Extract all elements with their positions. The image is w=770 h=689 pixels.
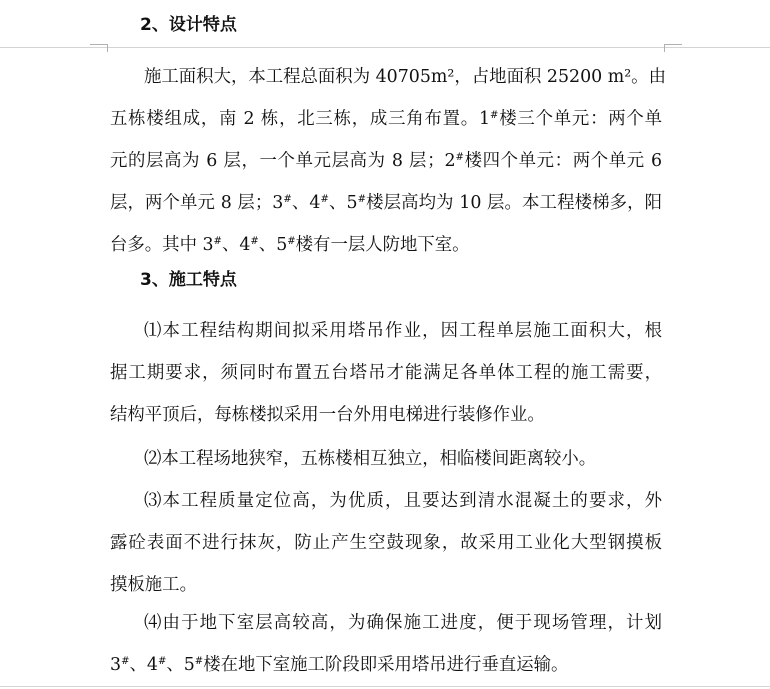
page-footer-rule [0, 686, 770, 687]
section-2-paragraph [110, 56, 666, 266]
section-3-item-4 [110, 602, 662, 686]
paragraph-line: 据工期要求，须同时布置五台塔吊才能满足各单体工程的施工需要， [110, 363, 662, 383]
page-header-rule [0, 47, 770, 48]
paragraph-line: 露砼表面不进行抹灰，防止产生空鼓现象，故采用工业化大型钢摸板 [110, 533, 662, 553]
paragraph-line: ⑷由于地下室层高较高，为确保施工进度，便于现场管理，计划 [144, 613, 662, 633]
right-margin-mark [664, 44, 682, 52]
paragraph-line: ⑶本工程质量定位高，为优质，且要达到清水混凝土的要求，外 [144, 491, 662, 511]
section-3-item-2 [110, 438, 662, 480]
paragraph-line: ⑴本工程结构期间拟采用塔吊作业，因工程单层施工面积大，根 [144, 321, 662, 341]
section-2-heading: 2、设计特点 [140, 15, 237, 35]
section-3-item-1 [110, 310, 662, 436]
paragraph-line: 元的层高为 6 层，一个单元层高为 8 层；2#楼四个单元：两个单元 6 [110, 151, 663, 171]
section-3-heading: 3、施工特点 [140, 270, 237, 290]
section-3-item-3 [110, 480, 662, 606]
paragraph-line: 施工面积大，本工程总面积为 40705m²，占地面积 25200 m²。由 [144, 67, 666, 87]
paragraph-line: ⑵本工程场地狭窄，五栋楼相互独立，相临楼间距离较小。 [144, 449, 597, 469]
paragraph-line: 五栋楼组成，南 2 栋，北三栋，成三角布置。1#楼三个单元：两个单 [110, 109, 662, 129]
left-margin-mark [90, 44, 108, 52]
paragraph-line: 层，两个单元 8 层；3#、4#、5#楼层高均为 10 层。本工程楼梯多，阳 [110, 193, 663, 213]
paragraph-line: 摸板施工。 [110, 575, 197, 595]
paragraph-line: 结构平顶后，每栋楼拟采用一台外用电梯进行装修作业。 [110, 405, 545, 425]
paragraph-line: 台多。其中 3#、4#、5#楼有一层人防地下室。 [110, 235, 470, 255]
paragraph-line: 3#、4#、5#楼在地下室施工阶段即采用塔吊进行垂直运输。 [110, 655, 569, 675]
